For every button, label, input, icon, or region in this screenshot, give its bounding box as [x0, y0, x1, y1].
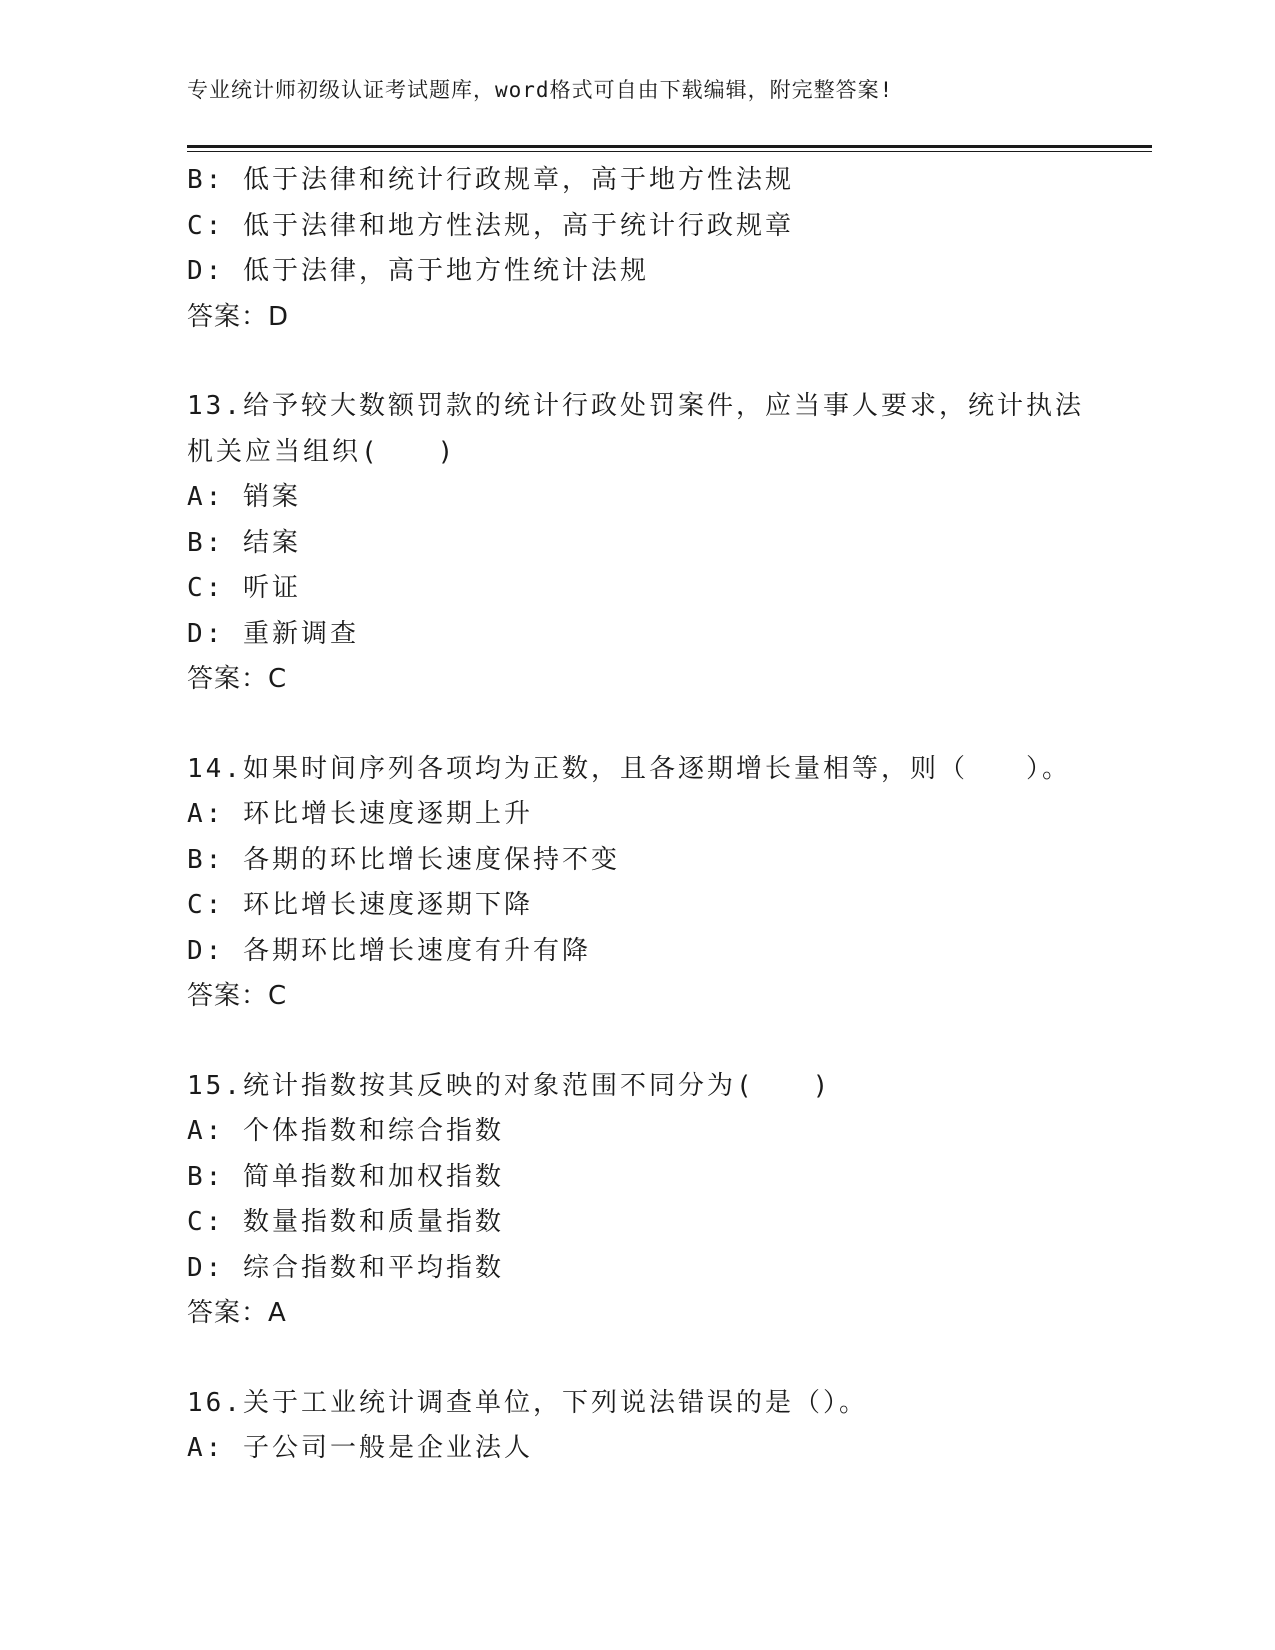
answer-line: 答案：D — [187, 301, 290, 332]
option-d: D: 综合指数和平均指数 — [187, 1252, 504, 1283]
header-rule-thin — [187, 151, 1152, 152]
question-15 — [187, 1064, 1152, 1337]
question-content — [187, 158, 1152, 1472]
spacer — [187, 1020, 1152, 1064]
option-a: A: 销案 — [187, 482, 301, 512]
question-14 — [187, 747, 1152, 1020]
spacer — [187, 703, 1152, 747]
option-b: B: 各期的环比增长速度保持不变 — [187, 844, 620, 875]
option-b: B: 低于法律和统计行政规章，高于地方性法规 — [187, 165, 794, 195]
question-stem: 15.统计指数按其反映的对象范围不同分为( ) — [187, 1070, 832, 1101]
option-b: B: 简单指数和加权指数 — [187, 1161, 504, 1192]
answer-line: 答案：C — [187, 664, 288, 694]
question-13 — [187, 384, 1152, 703]
question-12-tail — [187, 158, 1152, 340]
option-a: A: 环比增长速度逐期上升 — [187, 799, 533, 829]
option-c: C: 低于法律和地方性法规，高于统计行政规章 — [187, 210, 794, 241]
question-stem: 14.如果时间序列各项均为正数，且各逐期增长量相等，则（ ）。 — [187, 753, 1071, 784]
answer-line: 答案：C — [187, 981, 288, 1011]
question-stem: 16.关于工业统计调查单位，下列说法错误的是（）。 — [187, 1387, 868, 1418]
spacer — [187, 1337, 1152, 1381]
option-c: C: 环比增长速度逐期下降 — [187, 890, 533, 920]
option-d: D: 重新调查 — [187, 618, 359, 649]
question-stem-continued: 机关应当组织( ) — [187, 436, 457, 467]
option-b: B: 结案 — [187, 527, 301, 558]
question-16 — [187, 1381, 1152, 1472]
option-d: D: 各期环比增长速度有升有降 — [187, 935, 591, 966]
header-rule-thick — [187, 145, 1152, 148]
option-c: C: 数量指数和质量指数 — [187, 1207, 504, 1237]
option-a: A: 个体指数和综合指数 — [187, 1116, 504, 1146]
option-c: C: 听证 — [187, 573, 301, 603]
page-header: 专业统计师初级认证考试题库，word格式可自由下载编辑，附完整答案! — [187, 78, 894, 102]
spacer — [187, 340, 1152, 384]
answer-line: 答案：A — [187, 1298, 287, 1328]
option-a: A: 子公司一般是企业法人 — [187, 1433, 533, 1463]
question-stem: 13.给予较大数额罚款的统计行政处罚案件，应当事人要求，统计执法 — [187, 391, 1084, 421]
option-d: D: 低于法律，高于地方性统计法规 — [187, 256, 649, 286]
